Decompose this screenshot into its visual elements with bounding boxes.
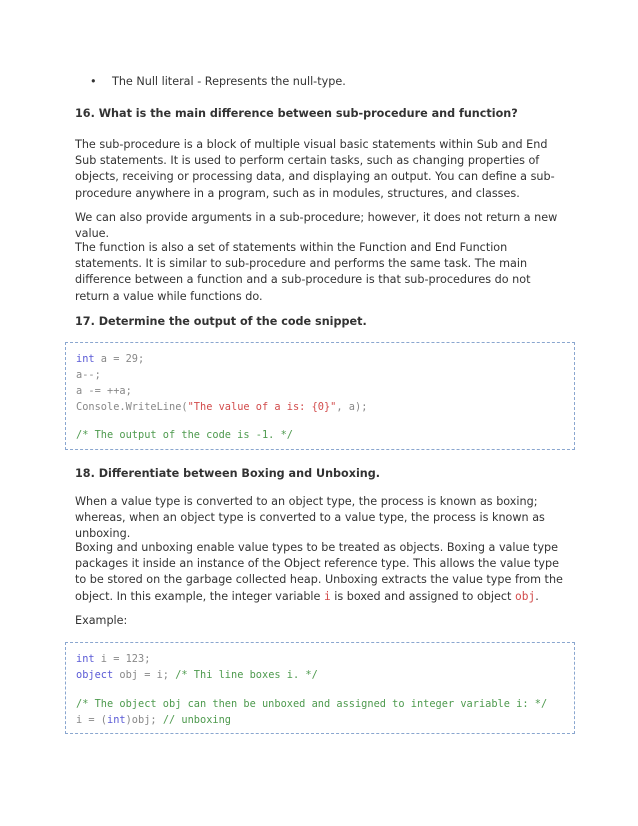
code-text: obj = i; [113, 669, 176, 681]
code-string: "The value of a is: {0}" [187, 401, 337, 413]
code-text: , a); [336, 401, 368, 413]
code-line [76, 384, 132, 398]
code-line [76, 352, 144, 366]
q18-paragraph-2-text: Boxing and unboxing enable value types to be treated as objects. Boxing a value type packages it inside an instance of the Object reference type. This allows the value type to be stored on the garbage collected heap. Unboxing extracts the value type from the object. In this example, the integer variable [75, 541, 563, 603]
code-line [76, 400, 367, 414]
code-line [76, 428, 293, 442]
inline-code-i: i [323, 589, 331, 603]
code-keyword: object [76, 669, 114, 681]
code-text: i = 123; [94, 653, 151, 665]
code-comment: /* Thi line boxes i. */ [175, 669, 318, 681]
code-line [76, 713, 231, 727]
code-block-18 [65, 642, 575, 734]
code-line [76, 368, 101, 382]
code-block-17 [65, 342, 575, 450]
q16-paragraph-1: The sub-procedure is a block of multiple visual basic statements within Sub and End Sub statements. It is used to perform certain tasks, such as changing properties of objects, receiving or processing data, and displaying an output. You can define a sub-procedure anywhere in a program, such as in modules, structures, and classes. [75, 138, 555, 200]
question-18-heading: 18. Differentiate between Boxing and Unboxing. [75, 467, 380, 480]
bullet-dot-icon: • [90, 75, 97, 88]
question-17-heading: 17. Determine the output of the code snippet. [75, 315, 367, 328]
code-text: a--; [76, 369, 101, 381]
q16-paragraph-2: We can also provide arguments in a sub-procedure; however, it does not return a new value. [75, 211, 558, 241]
q16-paragraph-3: The function is also a set of statements within the Function and End Function statements. It is similar to sub-procedure and performs the same task. The main difference between a function and a sub-procedure is that sub-procedures do not return a value while functions do. [75, 241, 531, 303]
code-comment: // unboxing [162, 714, 232, 726]
q18-paragraph-2 [75, 540, 565, 605]
code-text: i = ( [76, 714, 107, 726]
question-16-heading: 16. What is the main difference between sub-procedure and function? [75, 107, 518, 120]
code-keyword: int [76, 353, 95, 365]
inline-code-obj: obj [514, 589, 536, 603]
example-label: Example: [75, 614, 128, 627]
q18-paragraph-2-text: is boxed and assigned to object [330, 589, 515, 603]
q18-paragraph-1: When a value type is converted to an object type, the process is known as boxing; whereas, when an object type is converted to a value type, the process is known as unboxing. [75, 495, 545, 541]
code-line [76, 668, 318, 682]
code-line [76, 652, 150, 666]
bullet-text: The Null literal - Represents the null-type. [112, 75, 346, 88]
code-text: a -= ++a; [76, 385, 132, 397]
code-text: Console.WriteLine( [76, 401, 188, 413]
code-text: )obj; [125, 714, 163, 726]
code-line [76, 697, 547, 711]
code-text: a = 29; [94, 353, 145, 365]
code-keyword: int [107, 714, 126, 726]
code-comment: /* The object obj can then be unboxed and assigned to integer variable i: */ [76, 698, 548, 710]
bullet-item [90, 74, 346, 90]
code-comment: /* The output of the code is -1. */ [76, 429, 293, 441]
q18-paragraph-2-text: . [535, 589, 539, 603]
code-keyword: int [76, 653, 95, 665]
